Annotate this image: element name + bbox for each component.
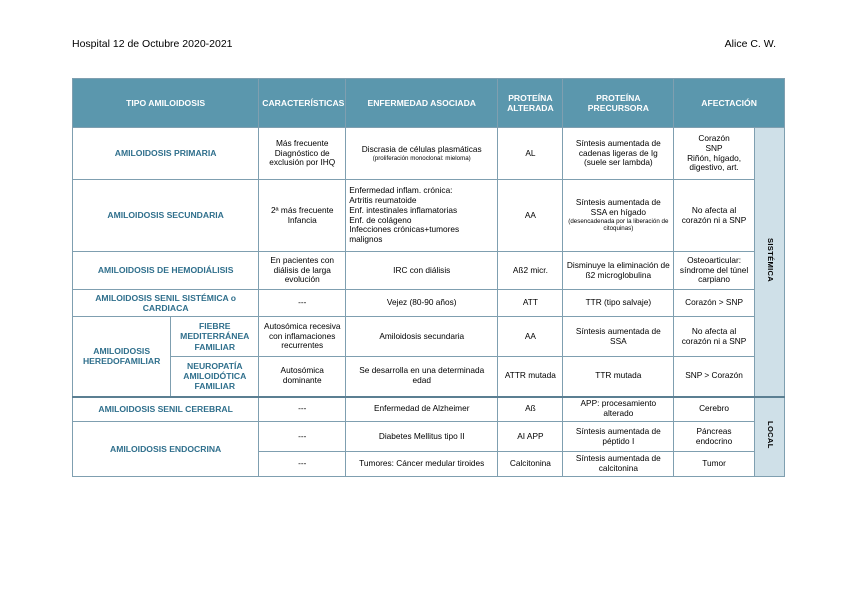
cell-enfermedad: Vejez (80-90 años) (346, 290, 498, 317)
document-author: Alice C. W. (724, 38, 776, 50)
header-proteina-alterada: PROTEÍNA ALTERADA (498, 79, 563, 128)
cell-caracteristicas: 2ª más frecuente Infancia (259, 180, 346, 252)
cell-afectacion: Tumor (674, 452, 755, 477)
table-row (73, 252, 785, 290)
table-row (73, 128, 785, 180)
cell-caracteristicas: Autosómica recesiva con inflamaciones recurrentes (259, 317, 346, 357)
cell-proteina: AL (498, 128, 563, 180)
table-row (73, 357, 785, 397)
cell-precursora: APP: procesamiento alterado (563, 397, 674, 422)
cell-precursora: Disminuye la eliminación de ß2 microglobulina (563, 252, 674, 290)
header-afectacion: AFECTACIÓN (674, 79, 785, 128)
table-row (73, 290, 785, 317)
cell-proteina: ATTR mutada (498, 357, 563, 397)
row-name: AMILOIDOSIS PRIMARIA (73, 128, 259, 180)
header-tipo: TIPO AMILOIDOSIS (73, 79, 259, 128)
row-name: AMILOIDOSIS SENIL CEREBRAL (73, 397, 259, 422)
cell-proteina: Aß (498, 397, 563, 422)
cell-enfermedad: Tumores: Cáncer medular tiroides (346, 452, 498, 477)
cell-enfermedad: Enfermedad inflam. crónica: Artritis reumatoide Enf. intestinales inflamatorias Enf. de colágeno Infecciones crónicas+tumores malignos (346, 180, 498, 252)
cell-proteina: AI APP (498, 422, 563, 452)
cell-caracteristicas: Autosómica dominante (259, 357, 346, 397)
cell-afectacion: Corazón SNP Riñón, hígado, digestivo, art. (674, 128, 755, 180)
cell-proteina: ATT (498, 290, 563, 317)
cell-proteina: Calcitonina (498, 452, 563, 477)
cell-enfermedad: Enfermedad de Alzheimer (346, 397, 498, 422)
cell-caracteristicas: --- (259, 290, 346, 317)
row-subtype: NEUROPATÍA AMILOIDÓTICA FAMILIAR (171, 357, 259, 397)
header-enfermedad: ENFERMEDAD ASOCIADA (346, 79, 498, 128)
cell-caracteristicas: --- (259, 422, 346, 452)
cell-precursora: Síntesis aumentada de SSA (563, 317, 674, 357)
cell-afectacion: No afecta al corazón ni a SNP (674, 317, 755, 357)
document-header-left: Hospital 12 de Octubre 2020-2021 (72, 38, 233, 50)
side-label-local: LOCAL (754, 397, 784, 477)
table-row (73, 317, 785, 357)
cell-precursora: Síntesis aumentada de SSA en hígado (desencadenada por la liberación de citoquinas) (563, 180, 674, 252)
row-name: AMILOIDOSIS ENDOCRINA (73, 422, 259, 477)
row-name: AMILOIDOSIS HEREDOFAMILIAR (73, 317, 171, 397)
cell-enfermedad: Diabetes Mellitus tipo II (346, 422, 498, 452)
header-caracteristicas: CARACTERÍSTICAS (259, 79, 346, 128)
cell-afectacion: No afecta al corazón ni a SNP (674, 180, 755, 252)
cell-proteina: AA (498, 317, 563, 357)
cell-precursora: Síntesis aumentada de calcitonina (563, 452, 674, 477)
cell-enfermedad: Se desarrolla en una determinada edad (346, 357, 498, 397)
cell-afectacion: Corazón > SNP (674, 290, 755, 317)
cell-caracteristicas: Más frecuente Diagnóstico de exclusión por IHQ (259, 128, 346, 180)
table-header-row (73, 79, 785, 128)
row-name: AMILOIDOSIS SECUNDARIA (73, 180, 259, 252)
table-row (73, 422, 785, 452)
row-name: AMILOIDOSIS DE HEMODIÁLISIS (73, 252, 259, 290)
cell-precursora: Síntesis aumentada de péptido I (563, 422, 674, 452)
cell-proteina: AA (498, 180, 563, 252)
cell-caracteristicas: --- (259, 397, 346, 422)
cell-enfermedad: Amiloidosis secundaria (346, 317, 498, 357)
cell-precursora: Síntesis aumentada de cadenas ligeras de Ig (suele ser lambda) (563, 128, 674, 180)
cell-proteina: Aß2 micr. (498, 252, 563, 290)
cell-precursora: TTR mutada (563, 357, 674, 397)
cell-enfermedad: Discrasia de células plasmáticas (proliferación monoclonal: mieloma) (346, 128, 498, 180)
cell-afectacion: SNP > Corazón (674, 357, 755, 397)
cell-enfermedad: IRC con diálisis (346, 252, 498, 290)
cell-afectacion: Osteoarticular: síndrome del túnel carpiano (674, 252, 755, 290)
row-name: AMILOIDOSIS SENIL SISTÉMICA o CARDIACA (73, 290, 259, 317)
cell-caracteristicas: --- (259, 452, 346, 477)
cell-caracteristicas: En pacientes con diálisis de larga evolución (259, 252, 346, 290)
table-row (73, 180, 785, 252)
table-row (73, 397, 785, 422)
amiloidosis-table (72, 78, 785, 477)
side-label-sistemica: SISTÉMICA (754, 128, 784, 397)
cell-afectacion: Cerebro (674, 397, 755, 422)
cell-afectacion: Páncreas endocrino (674, 422, 755, 452)
header-proteina-precursora: PROTEÍNA PRECURSORA (563, 79, 674, 128)
row-subtype: FIEBRE MEDITERRÁNEA FAMILIAR (171, 317, 259, 357)
cell-precursora: TTR (tipo salvaje) (563, 290, 674, 317)
